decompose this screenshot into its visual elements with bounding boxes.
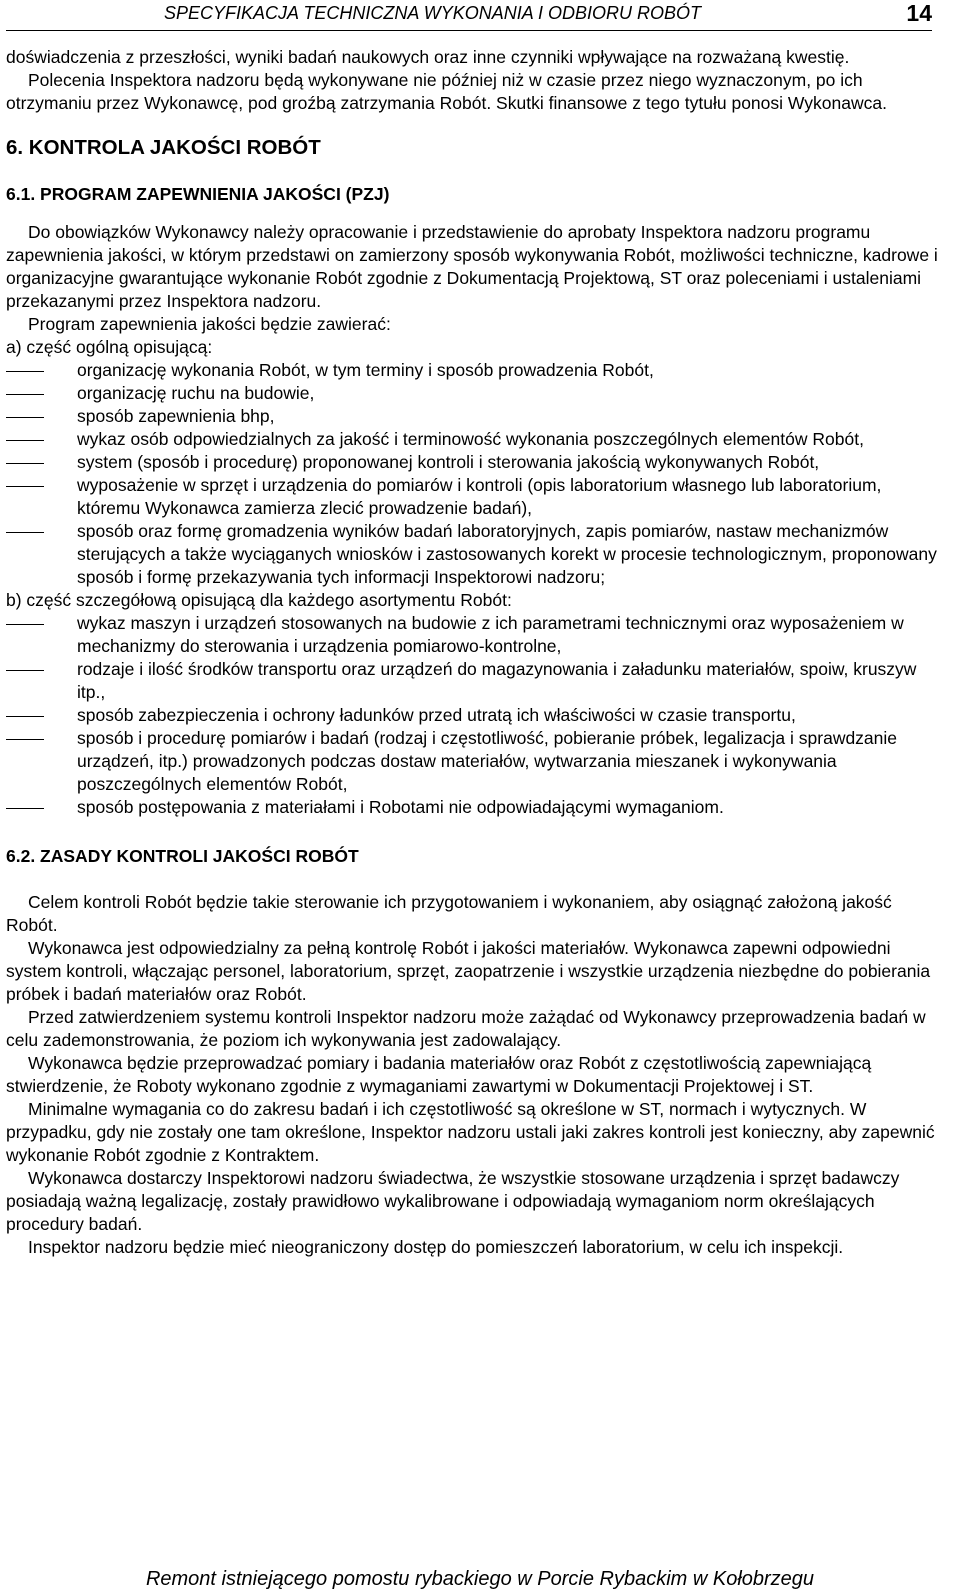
list-item: system (sposób i procedurę) proponowanej kontroli i sterowania jakością wykonywanych Robót, xyxy=(6,451,942,474)
section-6-2-heading: 6.2. ZASADY KONTROLI JAKOŚCI ROBÓT xyxy=(6,846,359,866)
section-6-2-paragraph: Inspektor nadzoru będzie mieć nieograniczony dostęp do pomieszczeń laboratorium, w celu ich inspekcji. xyxy=(28,1237,844,1257)
section-6-2-paragraph: Wykonawca dostarczy Inspektorowi nadzoru świadectwa, że wszystkie stosowane urządzenia i sprzęt badawczy posiadają ważną legalizację, zostały prawidłowo wykalibrowane i odpowiadają wymaganiom norm określających procedury badań. xyxy=(6,1168,900,1234)
header-title: SPECYFIKACJA TECHNICZNA WYKONANIA I ODBIORU ROBÓT xyxy=(164,3,702,23)
list-a xyxy=(6,359,942,589)
list-item: organizację wykonania Robót, w tym terminy i sposób prowadzenia Robót, xyxy=(6,359,942,382)
section-6-2-paragraph: Wykonawca jest odpowiedzialny za pełną kontrolę Robót i jakości materiałów. Wykonawca zapewni odpowiedni system kontroli, włączając personel, laboratorium, sprzęt, zaopatrzenie i wszystkie urządzenia niezbędne do pobierania próbek i badań materiałów oraz Robót. xyxy=(6,938,931,1004)
part-b-label: b) część szczegółową opisującą dla każdego asortymentu Robót: xyxy=(6,590,512,610)
section-6-1-heading: 6.1. PROGRAM ZAPEWNIENIA JAKOŚCI (PZJ) xyxy=(6,184,390,204)
section-6-2-paragraph: Celem kontroli Robót będzie takie sterowanie ich przygotowaniem i wykonaniem, aby osiągnąć założoną jakość Robót. xyxy=(6,892,892,935)
list-item: organizację ruchu na budowie, xyxy=(6,382,942,405)
page-header xyxy=(6,0,932,31)
intro-paragraph-1: doświadczenia z przeszłości, wyniki badań naukowych oraz inne czynniki wpływające na rozważaną kwestię. xyxy=(6,47,850,67)
list-item: sposób i procedurę pomiarów i badań (rodzaj i częstotliwość, pobieranie próbek, legalizacja i sprawdzanie urządzeń, itp.) prowadzonych podczas dostaw materiałów, wytwarzania mieszanek i wykonywania poszczególnych elementów Robót, xyxy=(6,727,942,796)
page-number: 14 xyxy=(906,0,932,26)
section-6-1-paragraph-2: Program zapewnienia jakości będzie zawierać: xyxy=(28,314,391,334)
list-item: wyposażenie w sprzęt i urządzenia do pomiarów i kontroli (opis laboratorium własnego lub laboratorium, któremu Wykonawca zamierza zlecić prowadzenie badań), xyxy=(6,474,942,520)
section-6-2-paragraph: Wykonawca będzie przeprowadzać pomiary i badania materiałów oraz Robót z częstotliwością zapewniającą stwierdzenie, że Roboty wykonano zgodnie z wymaganiami zawartymi w Dokumentacji Projektowej i ST. xyxy=(6,1053,872,1096)
list-item: wykaz osób odpowiedzialnych za jakość i terminowość wykonania poszczególnych elementów Robót, xyxy=(6,428,942,451)
list-item: sposób postępowania z materiałami i Robotami nie odpowiadającymi wymaganiom. xyxy=(6,796,942,819)
part-a-label: a) część ogólną opisującą: xyxy=(6,337,213,357)
list-item: rodzaje i ilość środków transportu oraz urządzeń do magazynowania i załadunku materiałów, spoiw, kruszyw itp., xyxy=(6,658,942,704)
list-item: sposób zabezpieczenia i ochrony ładunków przed utratą ich właściwości w czasie transportu, xyxy=(6,704,942,727)
section-6-2-paragraph: Minimalne wymagania co do zakresu badań i ich częstotliwość są określone w ST, normach i wytycznych. W przypadku, gdy nie zostały one tam określone, Inspektor nadzoru ustali jaki zakres kontroli jest konieczny, aby zapewnić wykonanie Robót zgodnie z Kontraktem. xyxy=(6,1099,935,1165)
document-body xyxy=(6,46,942,1259)
intro-paragraph-2: Polecenia Inspektora nadzoru będą wykonywane nie później niż w czasie przez niego wyznaczonym, po ich otrzymaniu przez Wykonawcę, pod groźbą zatrzymania Robót. Skutki finansowe z tego tytułu ponosi Wykonawca. xyxy=(6,70,887,113)
page-footer: Remont istniejącego pomostu rybackiego w Porcie Rybackim w Kołobrzegu xyxy=(145,1568,815,1590)
list-item: sposób zapewnienia bhp, xyxy=(6,405,942,428)
list-item: sposób oraz formę gromadzenia wyników badań laboratoryjnych, zapis pomiarów, nastaw mechanizmów sterujących a także wyciąganych wniosków i zastosowanych korekt w procesie technologicznym, proponowany sposób i formę przekazywania tych informacji Inspektorowi nadzoru; xyxy=(6,520,942,589)
section-6-2-paragraph: Przed zatwierdzeniem systemu kontroli Inspektor nadzoru może zażądać od Wykonawcy przeprowadzenia badań w celu zademonstrowania, że poziom ich wykonywania jest zadowalający. xyxy=(6,1007,926,1050)
list-item: wykaz maszyn i urządzeń stosowanych na budowie z ich parametrami technicznymi oraz wyposażeniem w mechanizmy do sterowania i urządzenia pomiarowo-kontrolne, xyxy=(6,612,942,658)
list-b xyxy=(6,612,942,819)
section-6-1-paragraph-1: Do obowiązków Wykonawcy należy opracowanie i przedstawienie do aprobaty Inspektora nadzoru programu zapewnienia jakości, w którym przedstawi on zamierzony sposób wykonywania Robót, możliwości techniczne, kadrowe i organizacyjne gwarantujące wykonanie Robót zgodnie z Dokumentacją Projektową, ST oraz poleceniami i ustaleniami przekazanymi przez Inspektora nadzoru. xyxy=(6,222,938,311)
section-6-heading: 6. KONTROLA JAKOŚCI ROBÓT xyxy=(6,136,321,159)
